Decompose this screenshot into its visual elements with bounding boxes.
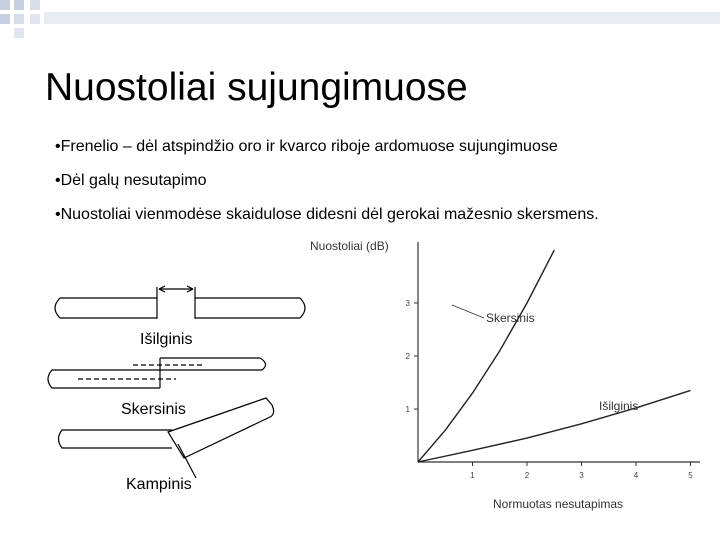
header-band xyxy=(44,12,720,24)
deco-square xyxy=(30,14,40,24)
series-line-isilginis xyxy=(418,390,691,462)
fiber-end xyxy=(195,298,305,318)
lateral-offset-drawing xyxy=(48,358,266,388)
bullet-list xyxy=(55,137,675,239)
axial-gap-drawing xyxy=(55,286,305,318)
chart-ylabel: Nuostoliai (dB) xyxy=(310,239,389,253)
x-tick-label: 4 xyxy=(633,471,639,480)
series-label-pointer xyxy=(452,305,484,318)
y-tick-label: 3 xyxy=(405,299,410,308)
fiber-end xyxy=(59,430,173,448)
label-angular: Kampinis xyxy=(126,476,192,493)
deco-square xyxy=(30,0,40,10)
bullet-item: •Dėl galų nesutapimo xyxy=(55,172,207,189)
x-tick-label: 3 xyxy=(579,471,584,480)
series-label-skersinis: Skersinis xyxy=(486,311,535,325)
y-tick-label: 1 xyxy=(405,405,410,414)
deco-square xyxy=(14,14,24,24)
x-tick-label: 2 xyxy=(524,471,530,480)
label-axial: Išilginis xyxy=(140,331,193,348)
deco-square xyxy=(14,0,24,10)
bullet-item: •Frenelio – dėl atspindžio oro ir kvarco riboje ardomuose sujungimuose xyxy=(55,138,558,155)
label-lateral: Skersinis xyxy=(121,401,186,418)
deco-square xyxy=(0,0,10,10)
deco-square xyxy=(0,14,10,24)
series-line-skersinis xyxy=(418,250,554,462)
deco-square xyxy=(14,28,24,38)
gap-arrowheads xyxy=(159,286,193,292)
series-label-isilginis: Išilginis xyxy=(599,399,639,413)
slide-title: Nuostoliai sujungimuose xyxy=(45,66,468,109)
fiber-end xyxy=(48,370,160,388)
y-tick-label: 2 xyxy=(405,352,410,361)
fiber-end xyxy=(55,298,157,318)
x-tick-label: 1 xyxy=(470,471,475,480)
chart-xlabel: Normuotas nesutapimas xyxy=(493,497,624,511)
bullet-item: •Nuostoliai vienmodėse skaidulose didesni dėl gerokai mažesnio skersmens. xyxy=(55,206,599,223)
header-decoration xyxy=(0,0,720,40)
x-tick-label: 5 xyxy=(688,471,693,480)
pointer-line xyxy=(178,444,196,478)
fiber-end xyxy=(160,358,266,370)
